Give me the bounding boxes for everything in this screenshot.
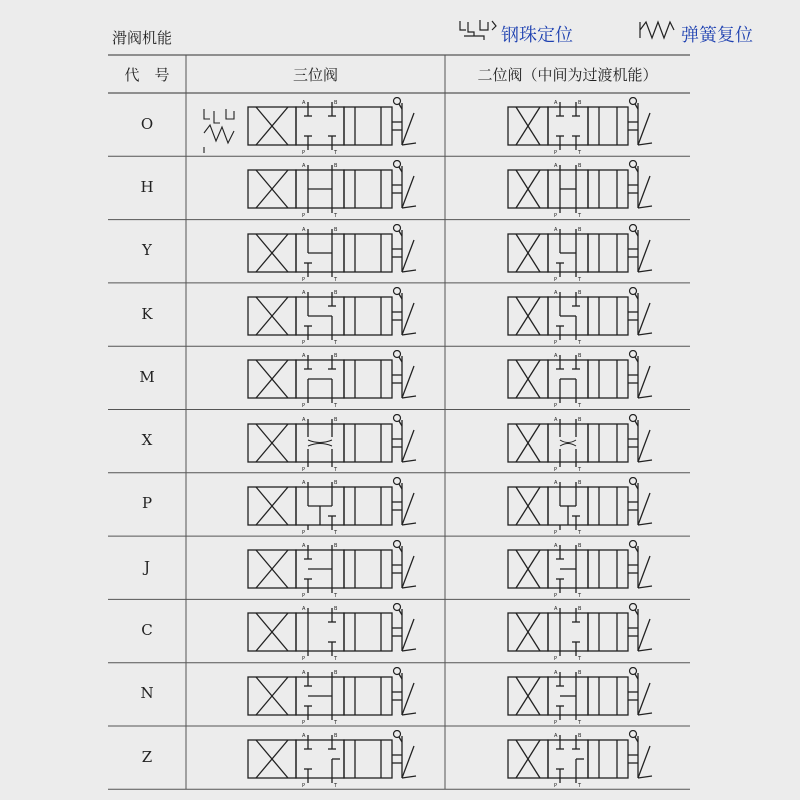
svg-text:A: A bbox=[554, 289, 558, 296]
svg-text:P: P bbox=[554, 403, 558, 410]
two-position-valve-symbol bbox=[448, 730, 688, 790]
svg-text:B: B bbox=[578, 226, 582, 233]
svg-text:P: P bbox=[554, 213, 558, 220]
two-position-valve-symbol bbox=[448, 540, 688, 600]
svg-text:A: A bbox=[302, 606, 306, 613]
svg-text:T: T bbox=[334, 276, 338, 283]
svg-text:T: T bbox=[334, 593, 338, 600]
two-position-valve-symbol bbox=[448, 667, 688, 727]
two-position-valve-symbol bbox=[448, 414, 688, 474]
svg-text:P: P bbox=[302, 213, 306, 220]
row-code: X bbox=[141, 431, 153, 450]
svg-text:P: P bbox=[554, 466, 558, 473]
three-position-valve-symbol bbox=[190, 414, 445, 474]
row-code: J bbox=[143, 557, 150, 576]
svg-text:A: A bbox=[302, 416, 306, 423]
row-code: Y bbox=[142, 241, 152, 260]
svg-text:B: B bbox=[334, 226, 338, 233]
svg-text:B: B bbox=[578, 479, 582, 486]
svg-text:B: B bbox=[334, 353, 338, 360]
svg-text:A: A bbox=[554, 543, 558, 550]
svg-text:A: A bbox=[554, 606, 558, 613]
header-code: 代 号 bbox=[124, 66, 170, 84]
header-two-position: 二位阀（中间为过渡机能） bbox=[477, 66, 658, 84]
detent-legend-label: 钢珠定位 bbox=[501, 25, 573, 46]
svg-text:B: B bbox=[334, 289, 338, 296]
row-code: N bbox=[140, 684, 154, 703]
svg-text:T: T bbox=[578, 150, 582, 156]
svg-text:B: B bbox=[578, 543, 582, 550]
svg-text:T: T bbox=[334, 466, 338, 473]
svg-text:A: A bbox=[302, 479, 306, 486]
svg-text:P: P bbox=[554, 150, 558, 156]
svg-text:P: P bbox=[554, 656, 558, 663]
svg-text:T: T bbox=[578, 339, 582, 346]
three-position-valve-symbol bbox=[190, 224, 445, 284]
svg-text:P: P bbox=[302, 719, 306, 726]
svg-text:P: P bbox=[302, 783, 306, 789]
svg-text:P: P bbox=[302, 403, 306, 410]
svg-text:B: B bbox=[578, 353, 582, 360]
svg-text:P: P bbox=[302, 656, 306, 663]
svg-text:B: B bbox=[578, 289, 582, 296]
svg-text:T: T bbox=[334, 783, 338, 789]
svg-text:T: T bbox=[578, 593, 582, 600]
svg-text:A: A bbox=[302, 733, 306, 739]
svg-text:B: B bbox=[578, 669, 582, 676]
three-position-valve-symbol bbox=[190, 160, 445, 220]
svg-text:A: A bbox=[554, 353, 558, 360]
two-position-valve-symbol bbox=[448, 477, 688, 537]
three-position-valve-symbol bbox=[190, 667, 445, 727]
two-position-valve-symbol bbox=[448, 350, 688, 410]
page-title: 滑阀机能 bbox=[112, 29, 173, 47]
two-position-valve-symbol bbox=[448, 603, 688, 663]
row-code: Z bbox=[141, 747, 153, 766]
three-position-valve-symbol bbox=[190, 603, 445, 663]
three-position-valve-symbol bbox=[190, 540, 445, 600]
svg-text:B: B bbox=[578, 100, 582, 106]
svg-text:P: P bbox=[302, 339, 306, 346]
svg-text:B: B bbox=[334, 100, 338, 106]
svg-text:B: B bbox=[334, 733, 338, 739]
svg-text:A: A bbox=[554, 733, 558, 739]
svg-text:T: T bbox=[578, 213, 582, 220]
svg-text:P: P bbox=[302, 529, 306, 536]
svg-text:T: T bbox=[578, 276, 582, 283]
svg-text:B: B bbox=[578, 163, 582, 170]
svg-text:A: A bbox=[302, 100, 306, 106]
two-position-valve-symbol bbox=[448, 224, 688, 284]
svg-text:T: T bbox=[334, 403, 338, 410]
svg-text:B: B bbox=[334, 416, 338, 423]
three-position-valve-symbol bbox=[190, 477, 445, 537]
svg-text:P: P bbox=[554, 276, 558, 283]
svg-text:A: A bbox=[554, 163, 558, 170]
svg-text:T: T bbox=[578, 466, 582, 473]
svg-text:T: T bbox=[334, 656, 338, 663]
svg-text:T: T bbox=[578, 719, 582, 726]
svg-text:A: A bbox=[554, 669, 558, 676]
two-position-valve-symbol bbox=[448, 287, 688, 347]
svg-text:A: A bbox=[302, 669, 306, 676]
svg-text:A: A bbox=[302, 226, 306, 233]
svg-text:B: B bbox=[334, 606, 338, 613]
three-position-valve-symbol bbox=[190, 97, 445, 157]
svg-text:T: T bbox=[334, 719, 338, 726]
svg-text:A: A bbox=[554, 100, 558, 106]
row-code: O bbox=[140, 114, 154, 133]
svg-text:P: P bbox=[302, 150, 306, 156]
svg-text:T: T bbox=[578, 529, 582, 536]
svg-text:P: P bbox=[554, 339, 558, 346]
svg-text:P: P bbox=[302, 466, 306, 473]
svg-text:T: T bbox=[334, 529, 338, 536]
row-code: C bbox=[141, 621, 153, 640]
svg-text:A: A bbox=[302, 163, 306, 170]
svg-text:A: A bbox=[554, 416, 558, 423]
row-code: H bbox=[140, 177, 154, 196]
svg-text:P: P bbox=[302, 593, 306, 600]
svg-text:A: A bbox=[302, 353, 306, 360]
svg-text:B: B bbox=[334, 543, 338, 550]
svg-text:T: T bbox=[578, 403, 582, 410]
svg-text:P: P bbox=[554, 529, 558, 536]
svg-text:P: P bbox=[554, 719, 558, 726]
three-position-valve-symbol bbox=[190, 730, 445, 790]
svg-text:B: B bbox=[334, 479, 338, 486]
svg-text:T: T bbox=[578, 783, 582, 789]
row-code: P bbox=[141, 494, 153, 513]
svg-text:P: P bbox=[554, 593, 558, 600]
svg-text:T: T bbox=[334, 150, 338, 156]
svg-text:T: T bbox=[334, 339, 338, 346]
row-code: M bbox=[139, 367, 155, 386]
svg-text:P: P bbox=[302, 276, 306, 283]
svg-text:B: B bbox=[334, 163, 338, 170]
row-code: K bbox=[141, 304, 153, 323]
svg-text:B: B bbox=[578, 416, 582, 423]
three-position-valve-symbol bbox=[190, 287, 445, 347]
svg-text:B: B bbox=[578, 606, 582, 613]
svg-text:T: T bbox=[334, 213, 338, 220]
svg-text:B: B bbox=[334, 669, 338, 676]
two-position-valve-symbol bbox=[448, 97, 688, 157]
svg-text:A: A bbox=[302, 543, 306, 550]
svg-text:T: T bbox=[578, 656, 582, 663]
two-position-valve-symbol bbox=[448, 160, 688, 220]
three-position-valve-symbol bbox=[190, 350, 445, 410]
svg-text:B: B bbox=[578, 733, 582, 739]
svg-text:P: P bbox=[554, 783, 558, 789]
svg-text:A: A bbox=[554, 226, 558, 233]
spring-legend-label: 弹簧复位 bbox=[681, 25, 753, 46]
header-three-position: 三位阀 bbox=[292, 66, 338, 84]
svg-text:A: A bbox=[554, 479, 558, 486]
svg-text:A: A bbox=[302, 289, 306, 296]
